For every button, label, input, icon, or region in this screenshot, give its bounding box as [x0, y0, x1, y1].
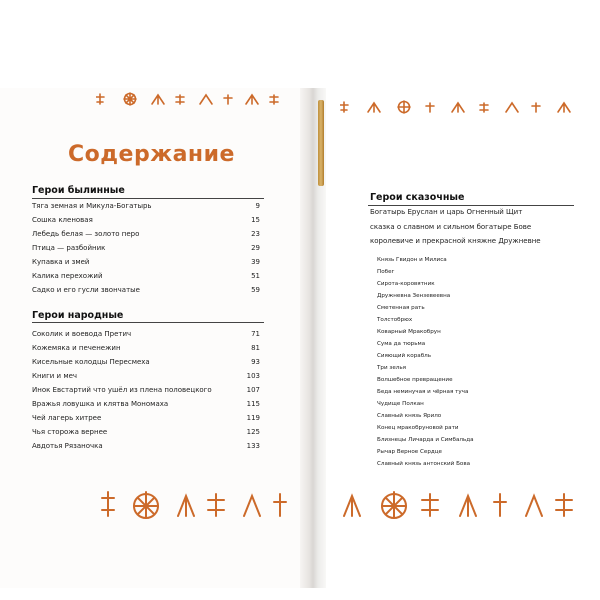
toc-entry-title: Садко и его гусли звончатые	[32, 286, 140, 294]
gutter-gold-stripe	[318, 100, 324, 186]
intro-line[interactable]: Богатырь Еруслан и царь Огненный Щит	[370, 208, 523, 216]
section-rule-narodnye	[32, 322, 264, 323]
toc-entry-title: Чей лагерь хитрее	[32, 414, 102, 422]
toc-entry-page: 71	[251, 330, 260, 338]
toc-subentry[interactable]: Дружневна Зензевеевна	[377, 293, 451, 299]
intro-line[interactable]: королевиче и прекрасной княжне Дружневне	[370, 237, 541, 245]
toc-entry-page: 115	[246, 400, 260, 408]
toc-subentry[interactable]: Рычар Верное Сердце	[377, 449, 442, 455]
toc-entry[interactable]	[32, 413, 264, 423]
toc-subentry[interactable]: Чудище Полкан	[377, 401, 424, 407]
toc-entry[interactable]	[32, 243, 264, 253]
toc-entry-page: 125	[246, 428, 260, 436]
toc-entry-title: Сошка кленовая	[32, 216, 93, 224]
toc-entry[interactable]	[32, 271, 264, 281]
toc-entry[interactable]	[32, 343, 264, 353]
toc-entry-page: 29	[251, 244, 260, 252]
toc-subentry[interactable]: Славный князь антонский Бова	[377, 461, 471, 467]
toc-entry-title: Инок Евстартий что ушёл из плена половецкого	[32, 386, 212, 394]
top-left-ornament	[96, 92, 296, 106]
toc-subentry[interactable]: Волшебное превращение	[377, 377, 453, 383]
toc-entry-title: Книги и меч	[32, 372, 78, 380]
toc-entry-title: Вражья ловушка и клятва Мономаха	[32, 400, 169, 408]
toc-entry-page: 23	[251, 230, 260, 238]
intro-line[interactable]: сказка о славном и сильном богатыре Бове	[370, 223, 532, 231]
bottom-left-ornament	[98, 488, 298, 520]
toc-entry[interactable]	[32, 399, 264, 409]
toc-entry-title: Птица — разбойник	[32, 244, 106, 252]
toc-entry-page: 15	[251, 216, 260, 224]
toc-entry[interactable]	[32, 229, 264, 239]
toc-entry-title: Лебедь белая — золото перо	[32, 230, 140, 238]
toc-entry-page: 133	[246, 442, 260, 450]
section-rule-skazochnye	[368, 205, 574, 206]
toc-subentry[interactable]: Беда неминучая и чёрная туча	[377, 389, 469, 395]
toc-entry-page: 9	[255, 202, 260, 210]
section-rule-bylinnye	[32, 198, 264, 199]
toc-entry[interactable]	[32, 427, 264, 437]
toc-subentry[interactable]: Коварный Мракобрун	[377, 329, 441, 335]
toc-subentry[interactable]: Сума да тюрьма	[377, 341, 426, 347]
toc-entry-title: Тяга земная и Микула-Богатырь	[32, 202, 152, 210]
toc-entry-page: 81	[251, 344, 260, 352]
toc-subentry[interactable]: Конец мракобруновой рати	[377, 425, 459, 431]
toc-entry[interactable]	[32, 329, 264, 339]
toc-entry-page: 107	[246, 386, 260, 394]
top-right-ornament	[340, 100, 580, 114]
toc-entry[interactable]	[32, 441, 264, 451]
toc-entry-title: Кисельные колодцы Пересмеха	[32, 358, 150, 366]
toc-entry[interactable]	[32, 215, 264, 225]
toc-entry-title: Купавка и змей	[32, 258, 90, 266]
toc-entry-title: Кожемяка и печенежин	[32, 344, 121, 352]
toc-entry-title: Калика перехожий	[32, 272, 103, 280]
toc-entry[interactable]	[32, 371, 264, 381]
bottom-right-ornament	[336, 488, 586, 520]
toc-entry[interactable]	[32, 257, 264, 267]
toc-subentry[interactable]: Побег	[377, 269, 395, 275]
section-heading-narodnye: Герои народные	[32, 310, 124, 321]
toc-subentry[interactable]: Князь Гвидон и Милиса	[377, 257, 447, 263]
section-heading-skazochnye: Герои сказочные	[370, 192, 465, 203]
toc-entry-page: 119	[246, 414, 260, 422]
toc-subentry[interactable]: Сияющий корабль	[377, 353, 432, 359]
toc-entry-title: Соколик и воевода Претич	[32, 330, 132, 338]
toc-subentry[interactable]: Сметенная рать	[377, 305, 425, 311]
toc-subentry[interactable]: Сирота-коровятник	[377, 281, 435, 287]
toc-entry-title: Чья сторожа вернее	[32, 428, 108, 436]
toc-subentry[interactable]: Три зелья	[377, 365, 407, 371]
toc-entry-title: Авдотья Рязаночка	[32, 442, 103, 450]
page-title: Содержание	[68, 142, 235, 167]
toc-entry-page: 59	[251, 286, 260, 294]
toc-entry[interactable]	[32, 285, 264, 295]
toc-subentry[interactable]: Славный князь Ярило	[377, 413, 442, 419]
toc-entry-page: 51	[251, 272, 260, 280]
section-heading-bylinnye: Герои былинные	[32, 185, 125, 196]
toc-entry[interactable]	[32, 385, 264, 395]
toc-subentry[interactable]: Толстобрюх	[377, 317, 413, 323]
toc-entry[interactable]	[32, 201, 264, 211]
toc-entry-page: 103	[246, 372, 260, 380]
toc-entry[interactable]	[32, 357, 264, 367]
toc-entry-page: 93	[251, 358, 260, 366]
toc-entry-page: 39	[251, 258, 260, 266]
toc-subentry[interactable]: Близнецы Личарда и Симбальда	[377, 437, 474, 443]
